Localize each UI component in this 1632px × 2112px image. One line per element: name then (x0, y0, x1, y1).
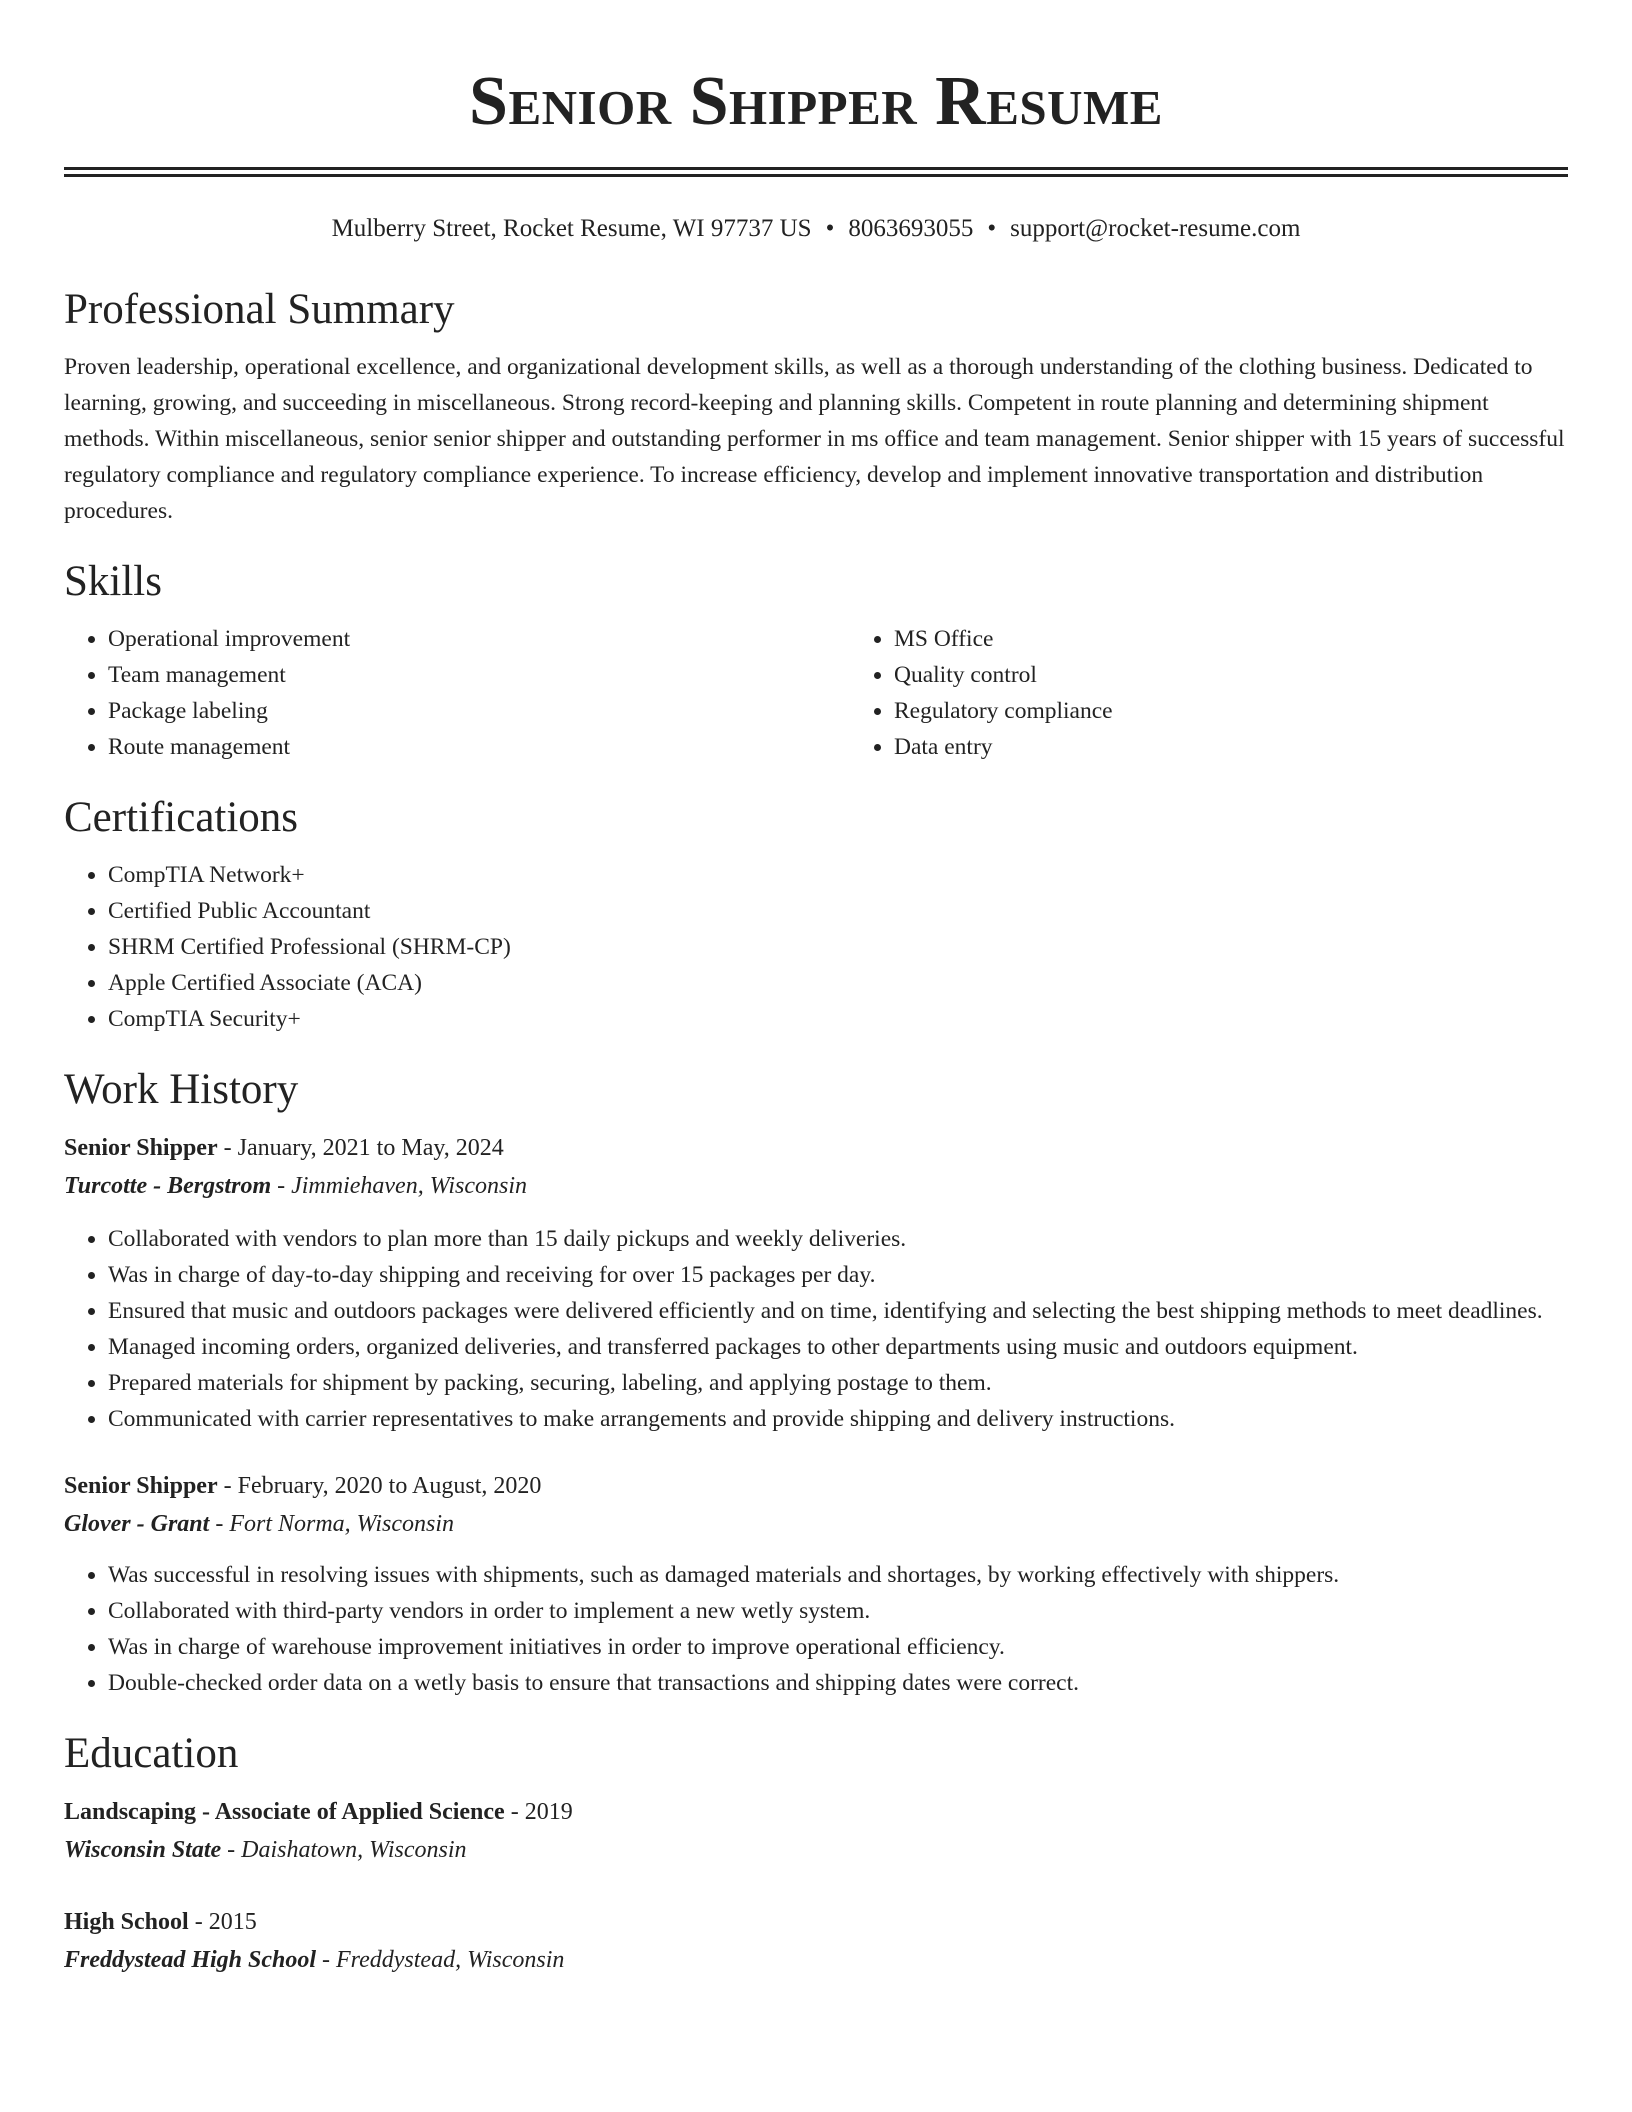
education-heading: Education (64, 1730, 239, 1777)
skill-item: • Regulatory compliance (894, 693, 1632, 729)
job-location: - Fort Norma, Wisconsin (209, 1511, 455, 1537)
job-bullet: • Managed incoming orders, organized deliveries, and transferred packages to other departments using music and outdoors equipment. (108, 1329, 1568, 1365)
work-history-section (64, 1065, 1568, 1701)
education-entry (64, 1793, 1568, 1869)
resume-title: Senior Shipper Resume (469, 63, 1163, 140)
contact-email: support@rocket-resume.com (1010, 215, 1301, 242)
education-location: - Freddystead, Wisconsin (316, 1947, 565, 1973)
certifications-list (64, 857, 1568, 1037)
job-bullet: • Was in charge of warehouse improvement initiatives in order to improve operational efficiency. (108, 1629, 1568, 1665)
job-company: Glover - Grant (64, 1511, 210, 1537)
certification-item: • Certified Public Accountant (108, 893, 1568, 929)
skill-item: • Operational improvement (108, 621, 850, 657)
skills-columns (64, 621, 1568, 765)
skills-heading: Skills (64, 558, 162, 605)
education-section (64, 1729, 1568, 1979)
education-degree-line (64, 1903, 1568, 1941)
education-location: - Daishatown, Wisconsin (221, 1837, 467, 1863)
skills-section (64, 557, 1568, 765)
title-divider (64, 167, 1568, 177)
job-location: - Jimmiehaven, Wisconsin (271, 1173, 528, 1199)
resume-page (64, 0, 1568, 1979)
skill-item: • Team management (108, 657, 850, 693)
job-dates: - February, 2020 to August, 2020 (217, 1473, 542, 1499)
job-bullet: • Ensured that music and outdoors packages were delivered efficiently and on time, identifying and selecting the best shipping methods to meet deadlines. (108, 1293, 1568, 1329)
certification-item: • Apple Certified Associate (ACA) (108, 965, 1568, 1001)
education-degree: Landscaping - Associate of Applied Science (64, 1799, 505, 1825)
skill-item: • Package labeling (108, 693, 850, 729)
certification-item: • CompTIA Security+ (108, 1001, 1568, 1037)
skill-item: • MS Office (894, 621, 1632, 657)
job-company-line (64, 1167, 1568, 1205)
job-bullet: • Double-checked order data on a wetly basis to ensure that transactions and shipping dates were correct. (108, 1665, 1568, 1701)
job-bullet: • Was successful in resolving issues with shipments, such as damaged materials and shortages, by working effectively with shippers. (108, 1557, 1568, 1593)
skills-list-right (850, 621, 1632, 765)
education-school-line (64, 1831, 1568, 1869)
certification-item: • SHRM Certified Professional (SHRM-CP) (108, 929, 1568, 965)
job-bullet: • Collaborated with vendors to plan more than 15 daily pickups and weekly deliveries. (108, 1221, 1568, 1257)
education-degree-line (64, 1793, 1568, 1831)
education-school: Wisconsin State (64, 1837, 222, 1863)
certifications-section (64, 793, 1568, 1037)
job-title: Senior Shipper (64, 1473, 218, 1499)
contact-separator: • (987, 215, 997, 242)
skill-item: • Data entry (894, 729, 1632, 765)
skill-item: • Route management (108, 729, 850, 765)
contact-address: Mulberry Street, Rocket Resume, WI 97737 US (331, 215, 812, 242)
job-bullet: • Communicated with carrier representatives to make arrangements and provide shipping and delivery instructions. (108, 1401, 1568, 1437)
certification-item: • CompTIA Network+ (108, 857, 1568, 893)
education-year: - 2015 (188, 1909, 257, 1935)
job-bullet: • Prepared materials for shipment by packing, securing, labeling, and applying postage to them. (108, 1365, 1568, 1401)
job-company: Turcotte - Bergstrom (64, 1173, 272, 1199)
job-title: Senior Shipper (64, 1135, 218, 1161)
contact-line (64, 213, 1568, 245)
job-bullet: • Was in charge of day-to-day shipping and receiving for over 15 packages per day. (108, 1257, 1568, 1293)
education-school: Freddystead High School (64, 1947, 317, 1973)
job-entry (64, 1129, 1568, 1437)
summary-heading: Professional Summary (64, 286, 455, 333)
summary-section (64, 285, 1568, 529)
job-bullet: • Collaborated with third-party vendors in order to implement a new wetly system. (108, 1593, 1568, 1629)
job-bullets (64, 1557, 1568, 1701)
contact-phone: 8063693055 (848, 215, 974, 242)
job-title-line (64, 1129, 1568, 1167)
certifications-heading: Certifications (64, 794, 299, 841)
work-history-heading: Work History (64, 1066, 299, 1113)
skills-list-left (64, 621, 850, 765)
skill-item: • Quality control (894, 657, 1632, 693)
summary-text: Proven leadership, operational excellence, and organizational development skills, as well as a thorough understanding of the clothing business. Dedicated to learning, growing, and succeeding in miscellaneous. Strong record-keeping and planning skills. Competent in route planning and determining shipment methods. Within miscellaneous, senior senior shipper and outstanding performer in ms office and team management. Senior shipper with 15 years of successful regulatory compliance and regulatory compliance experience. To increase efficiency, develop and implement innovative transportation and distribution procedures. (64, 354, 1565, 524)
education-school-line (64, 1941, 1568, 1979)
education-year: - 2019 (504, 1799, 573, 1825)
job-bullets (64, 1221, 1568, 1437)
job-company-line (64, 1505, 1568, 1543)
contact-separator: • (825, 215, 835, 242)
job-title-line (64, 1467, 1568, 1505)
job-dates: - January, 2021 to May, 2024 (217, 1135, 504, 1161)
job-entry (64, 1467, 1568, 1701)
education-entry (64, 1903, 1568, 1979)
education-degree: High School (64, 1909, 189, 1935)
